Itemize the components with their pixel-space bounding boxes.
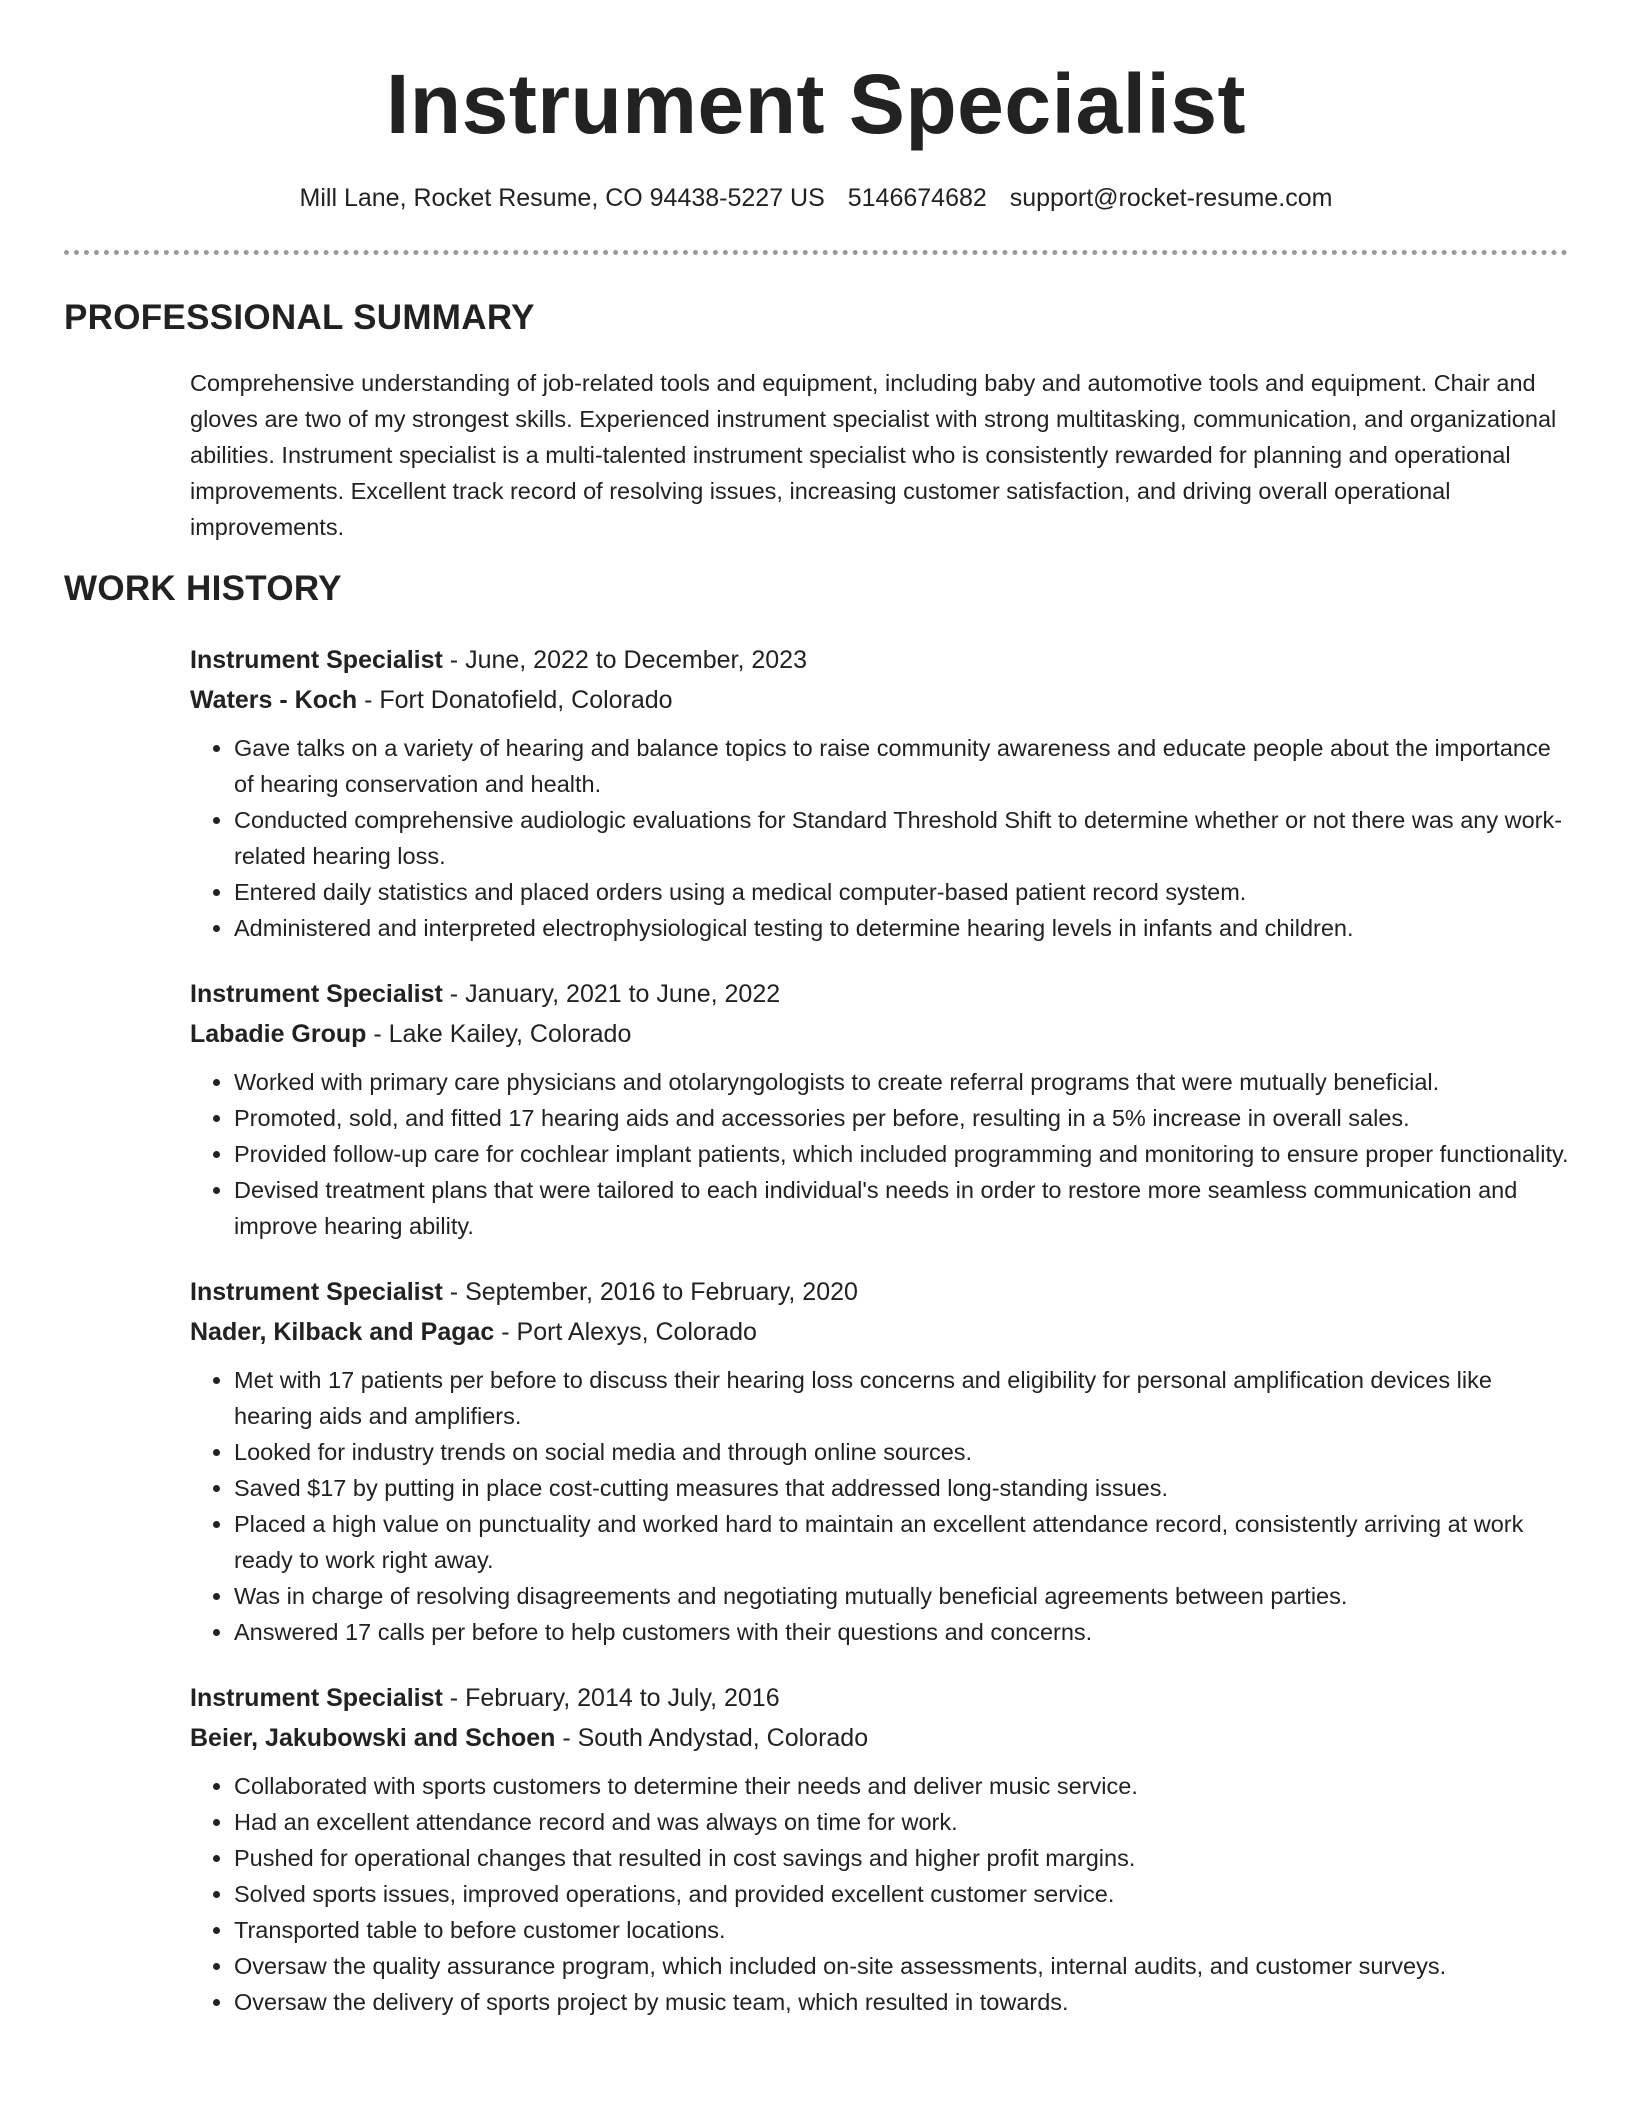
- job-title: Instrument Specialist: [190, 646, 443, 674]
- job-bullet: • Had an excellent attendance record and was always on time for work.: [234, 1804, 1570, 1840]
- job-bullet: • Conducted comprehensive audiologic evaluations for Standard Threshold Shift to determine whether or not there was any work-related hearing loss.: [234, 802, 1570, 874]
- job-entry: [190, 1272, 1570, 1650]
- job-dates: - January, 2021 to June, 2022: [442, 980, 781, 1008]
- job-bullet: • Saved $17 by putting in place cost-cutting measures that addressed long-standing issues.: [234, 1470, 1570, 1506]
- job-bullet: • Devised treatment plans that were tailored to each individual's needs in order to restore more seamless communication and improve hearing ability.: [234, 1172, 1570, 1244]
- job-bullet: • Pushed for operational changes that resulted in cost savings and higher profit margins.: [234, 1840, 1570, 1876]
- job-company-line: [190, 1312, 1570, 1352]
- job-location: - Port Alexys, Colorado: [494, 1318, 757, 1346]
- job-dates: - February, 2014 to July, 2016: [442, 1684, 780, 1712]
- job-entry: [190, 1678, 1570, 2020]
- job-bullets: [190, 730, 1570, 946]
- job-location: - South Andystad, Colorado: [555, 1724, 869, 1752]
- job-company: Beier, Jakubowski and Schoen: [190, 1724, 556, 1752]
- job-title: Instrument Specialist: [190, 980, 443, 1008]
- job-title: Instrument Specialist: [190, 1684, 443, 1712]
- job-bullet: • Oversaw the delivery of sports project by music team, which resulted in towards.: [234, 1984, 1570, 2020]
- summary-text: Comprehensive understanding of job-related tools and equipment, including baby and automotive tools and equipment. Chair and gloves are two of my strongest skills. Experienced instrument specialist with strong multitasking, communication, and organizational abilities. Instrument specialist is a multi-talented instrument specialist who is consistently rewarded for planning and operational improvements. Excellent track record of resolving issues, increasing customer satisfaction, and driving overall operational improvements.: [190, 370, 1557, 540]
- work-history-heading: WORK HISTORY: [64, 569, 342, 608]
- work-history-list: [190, 640, 1570, 2048]
- job-dates: - June, 2022 to December, 2023: [442, 646, 807, 674]
- job-bullet: • Oversaw the quality assurance program, which included on-site assessments, internal audits, and customer surveys.: [234, 1948, 1570, 1984]
- job-title: Instrument Specialist: [190, 1278, 443, 1306]
- job-title-line: [190, 640, 1570, 680]
- job-entry: [190, 640, 1570, 946]
- job-bullet: • Looked for industry trends on social media and through online sources.: [234, 1434, 1570, 1470]
- candidate-name: Instrument Specialist: [385, 57, 1247, 151]
- job-bullet: • Answered 17 calls per before to help customers with their questions and concerns.: [234, 1614, 1570, 1650]
- job-title-line: [190, 974, 1570, 1014]
- job-bullet: • Administered and interpreted electrophysiological testing to determine hearing levels in infants and children.: [234, 910, 1570, 946]
- job-dates: - September, 2016 to February, 2020: [442, 1278, 858, 1306]
- summary-heading: PROFESSIONAL SUMMARY: [64, 298, 535, 337]
- job-company-line: [190, 1014, 1570, 1054]
- job-title-line: [190, 1272, 1570, 1312]
- job-title-line: [190, 1678, 1570, 1718]
- header-divider: [64, 250, 1568, 255]
- job-bullet: • Met with 17 patients per before to discuss their hearing loss concerns and eligibility for personal amplification devices like hearing aids and amplifiers.: [234, 1362, 1570, 1434]
- job-bullet: • Transported table to before customer locations.: [234, 1912, 1570, 1948]
- job-company: Waters - Koch: [190, 686, 358, 714]
- job-bullet: • Promoted, sold, and fitted 17 hearing aids and accessories per before, resulting in a 5% increase in overall sales.: [234, 1100, 1570, 1136]
- job-location: - Lake Kailey, Colorado: [366, 1020, 632, 1048]
- job-bullet: • Solved sports issues, improved operations, and provided excellent customer service.: [234, 1876, 1570, 1912]
- job-entry: [190, 974, 1570, 1244]
- job-bullet: • Gave talks on a variety of hearing and balance topics to raise community awareness and educate people about the importance of hearing conservation and health.: [234, 730, 1570, 802]
- job-bullets: [190, 1064, 1570, 1244]
- job-location: - Fort Donatofield, Colorado: [357, 686, 673, 714]
- contact-email[interactable]: support@rocket-resume.com: [1009, 184, 1333, 212]
- job-company: Labadie Group: [190, 1020, 367, 1048]
- job-bullet: • Entered daily statistics and placed orders using a medical computer-based patient record system.: [234, 874, 1570, 910]
- job-bullets: [190, 1362, 1570, 1650]
- job-bullet: • Provided follow-up care for cochlear implant patients, which included programming and monitoring to ensure proper functionality.: [234, 1136, 1570, 1172]
- contact-phone[interactable]: 5146674682: [847, 184, 987, 212]
- job-bullet: • Placed a high value on punctuality and worked hard to maintain an excellent attendance record, consistently arriving at work ready to work right away.: [234, 1506, 1570, 1578]
- job-company-line: [190, 1718, 1570, 1758]
- job-bullets: [190, 1768, 1570, 2020]
- job-bullet: • Worked with primary care physicians and otolaryngologists to create referral programs that were mutually beneficial.: [234, 1064, 1570, 1100]
- contact-line: [0, 180, 1632, 216]
- job-bullet: • Collaborated with sports customers to determine their needs and deliver music service.: [234, 1768, 1570, 1804]
- job-company: Nader, Kilback and Pagac: [190, 1318, 495, 1346]
- job-company-line: [190, 680, 1570, 720]
- job-bullet: • Was in charge of resolving disagreements and negotiating mutually beneficial agreements between parties.: [234, 1578, 1570, 1614]
- contact-address: Mill Lane, Rocket Resume, CO 94438-5227 US: [299, 184, 825, 212]
